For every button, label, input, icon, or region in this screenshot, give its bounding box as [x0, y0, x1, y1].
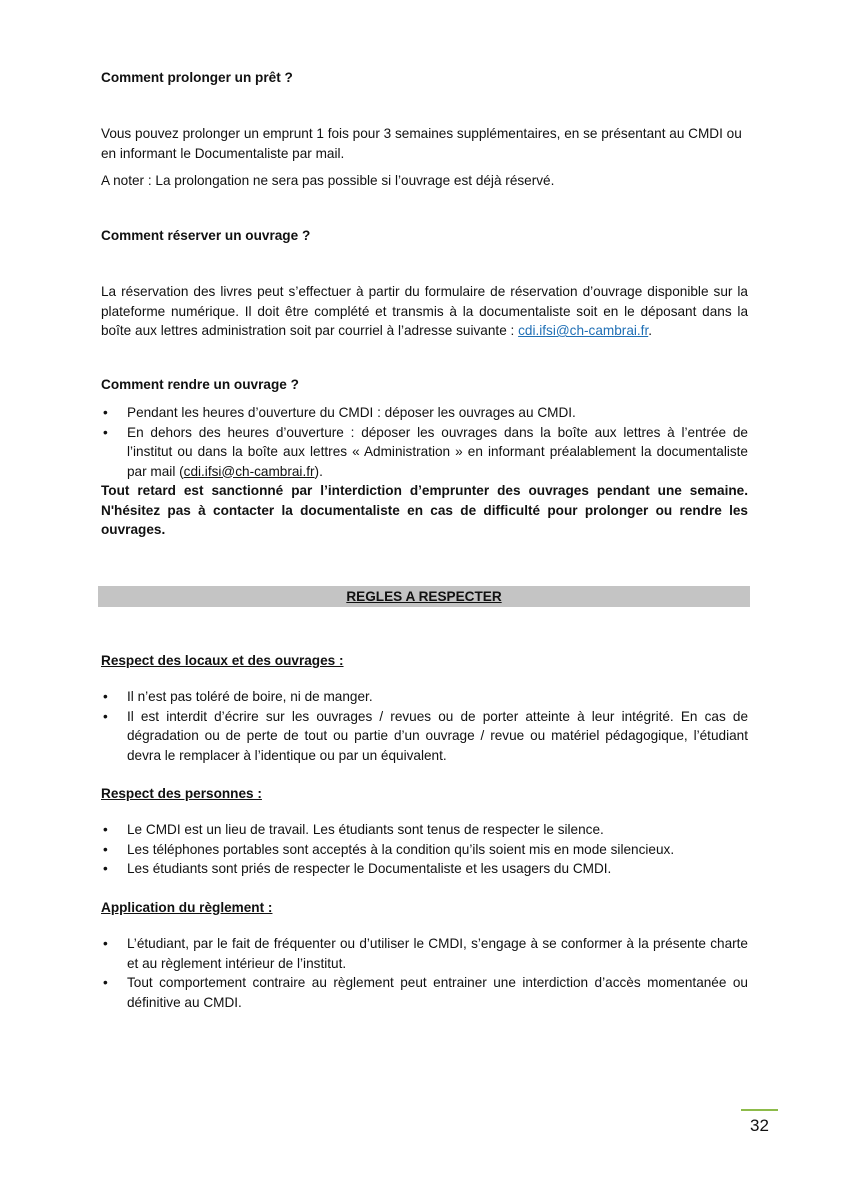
- list-item: • L’étudiant, par le fait de fréquenter ou d’utiliser le CMDI, s’engage à se conformer à la présente charte et au règlement intérieur de l’institut.: [101, 934, 748, 973]
- section-banner: REGLES A RESPECTER: [98, 586, 750, 607]
- page-number: 32: [750, 1116, 769, 1135]
- list-item: [101, 423, 748, 482]
- heading-personnes: Respect des personnes :: [101, 786, 262, 801]
- list-item: • Il est interdit d’écrire sur les ouvrages / revues ou de porter atteinte à leur intégrité. En cas de dégradation ou de perte de tout ou partie d’un ouvrage / revue ou matériel pédagogique, l’étudiant devra le remplacer à l’identique ou par un équivalent.: [101, 707, 748, 766]
- heading-prolonger: Comment prolonger un prêt ?: [101, 70, 293, 85]
- list-item: • Le CMDI est un lieu de travail. Les étudiants sont tenus de respecter le silence.: [101, 820, 748, 840]
- note-prolongation: A noter : La prolongation ne sera pas possible si l’ouvrage est déjà réservé.: [101, 173, 555, 188]
- heading-rendre: Comment rendre un ouvrage ?: [101, 377, 299, 392]
- email-link[interactable]: cdi.ifsi@ch-cambrai.fr: [518, 323, 649, 338]
- heading-locaux: Respect des locaux et des ouvrages :: [101, 653, 344, 668]
- list-item: • Il n’est pas toléré de boire, ni de manger.: [101, 687, 748, 707]
- list-item: • Tout comportement contraire au règlement peut entrainer une interdiction d’accès momentanée ou définitive au CMDI.: [101, 973, 748, 1012]
- page-number-rule: [741, 1109, 778, 1111]
- heading-reserver: Comment réserver un ouvrage ?: [101, 228, 311, 243]
- list-item: • Les étudiants sont priés de respecter le Documentaliste et les usagers du CMDI.: [101, 859, 748, 879]
- warning-paragraph: Tout retard est sanctionné par l’interdiction d’emprunter des ouvrages pendant une semaine. N'hésitez pas à contacter la documentaliste en cas de difficulté pour prolonger ou rendre les ouvrages.: [101, 483, 748, 537]
- list-item: • Pendant les heures d’ouverture du CMDI : déposer les ouvrages au CMDI.: [101, 403, 748, 423]
- rendre-list: [101, 403, 748, 481]
- email-text: cdi.ifsi@ch-cambrai.fr: [183, 463, 315, 479]
- paragraph-reserver: [101, 282, 748, 341]
- reserver-text-end: .: [648, 323, 653, 338]
- heading-application: Application du règlement :: [101, 900, 273, 915]
- rendre-item-text: En dehors des heures d’ouverture : déposer les ouvrages dans la boîte aux lettres à l’entrée de l’institut ou dans la boîte aux lettres « Administration » en informant préalablement la documentaliste par mail (: [127, 424, 748, 479]
- rendre-item-text-end: ).: [314, 463, 323, 479]
- locaux-list: [101, 687, 748, 765]
- reserver-text: La réservation des livres peut s’effectuer à partir du formulaire de réservation d’ouvrage disponible sur la plateforme numérique. Il doit être complété et transmis à la documentaliste soit en le déposant dans la boîte aux lettres administration soit par courriel à l’adresse suivante :: [101, 284, 748, 338]
- personnes-list: [101, 820, 748, 879]
- list-item: • Les téléphones portables sont acceptés à la condition qu’ils soient mis en mode silencieux.: [101, 840, 748, 860]
- paragraph-prolonger: Vous pouvez prolonger un emprunt 1 fois pour 3 semaines supplémentaires, en se présentant au CMDI ou en informant le Documentaliste par mail.: [101, 126, 742, 161]
- application-list: [101, 934, 748, 1012]
